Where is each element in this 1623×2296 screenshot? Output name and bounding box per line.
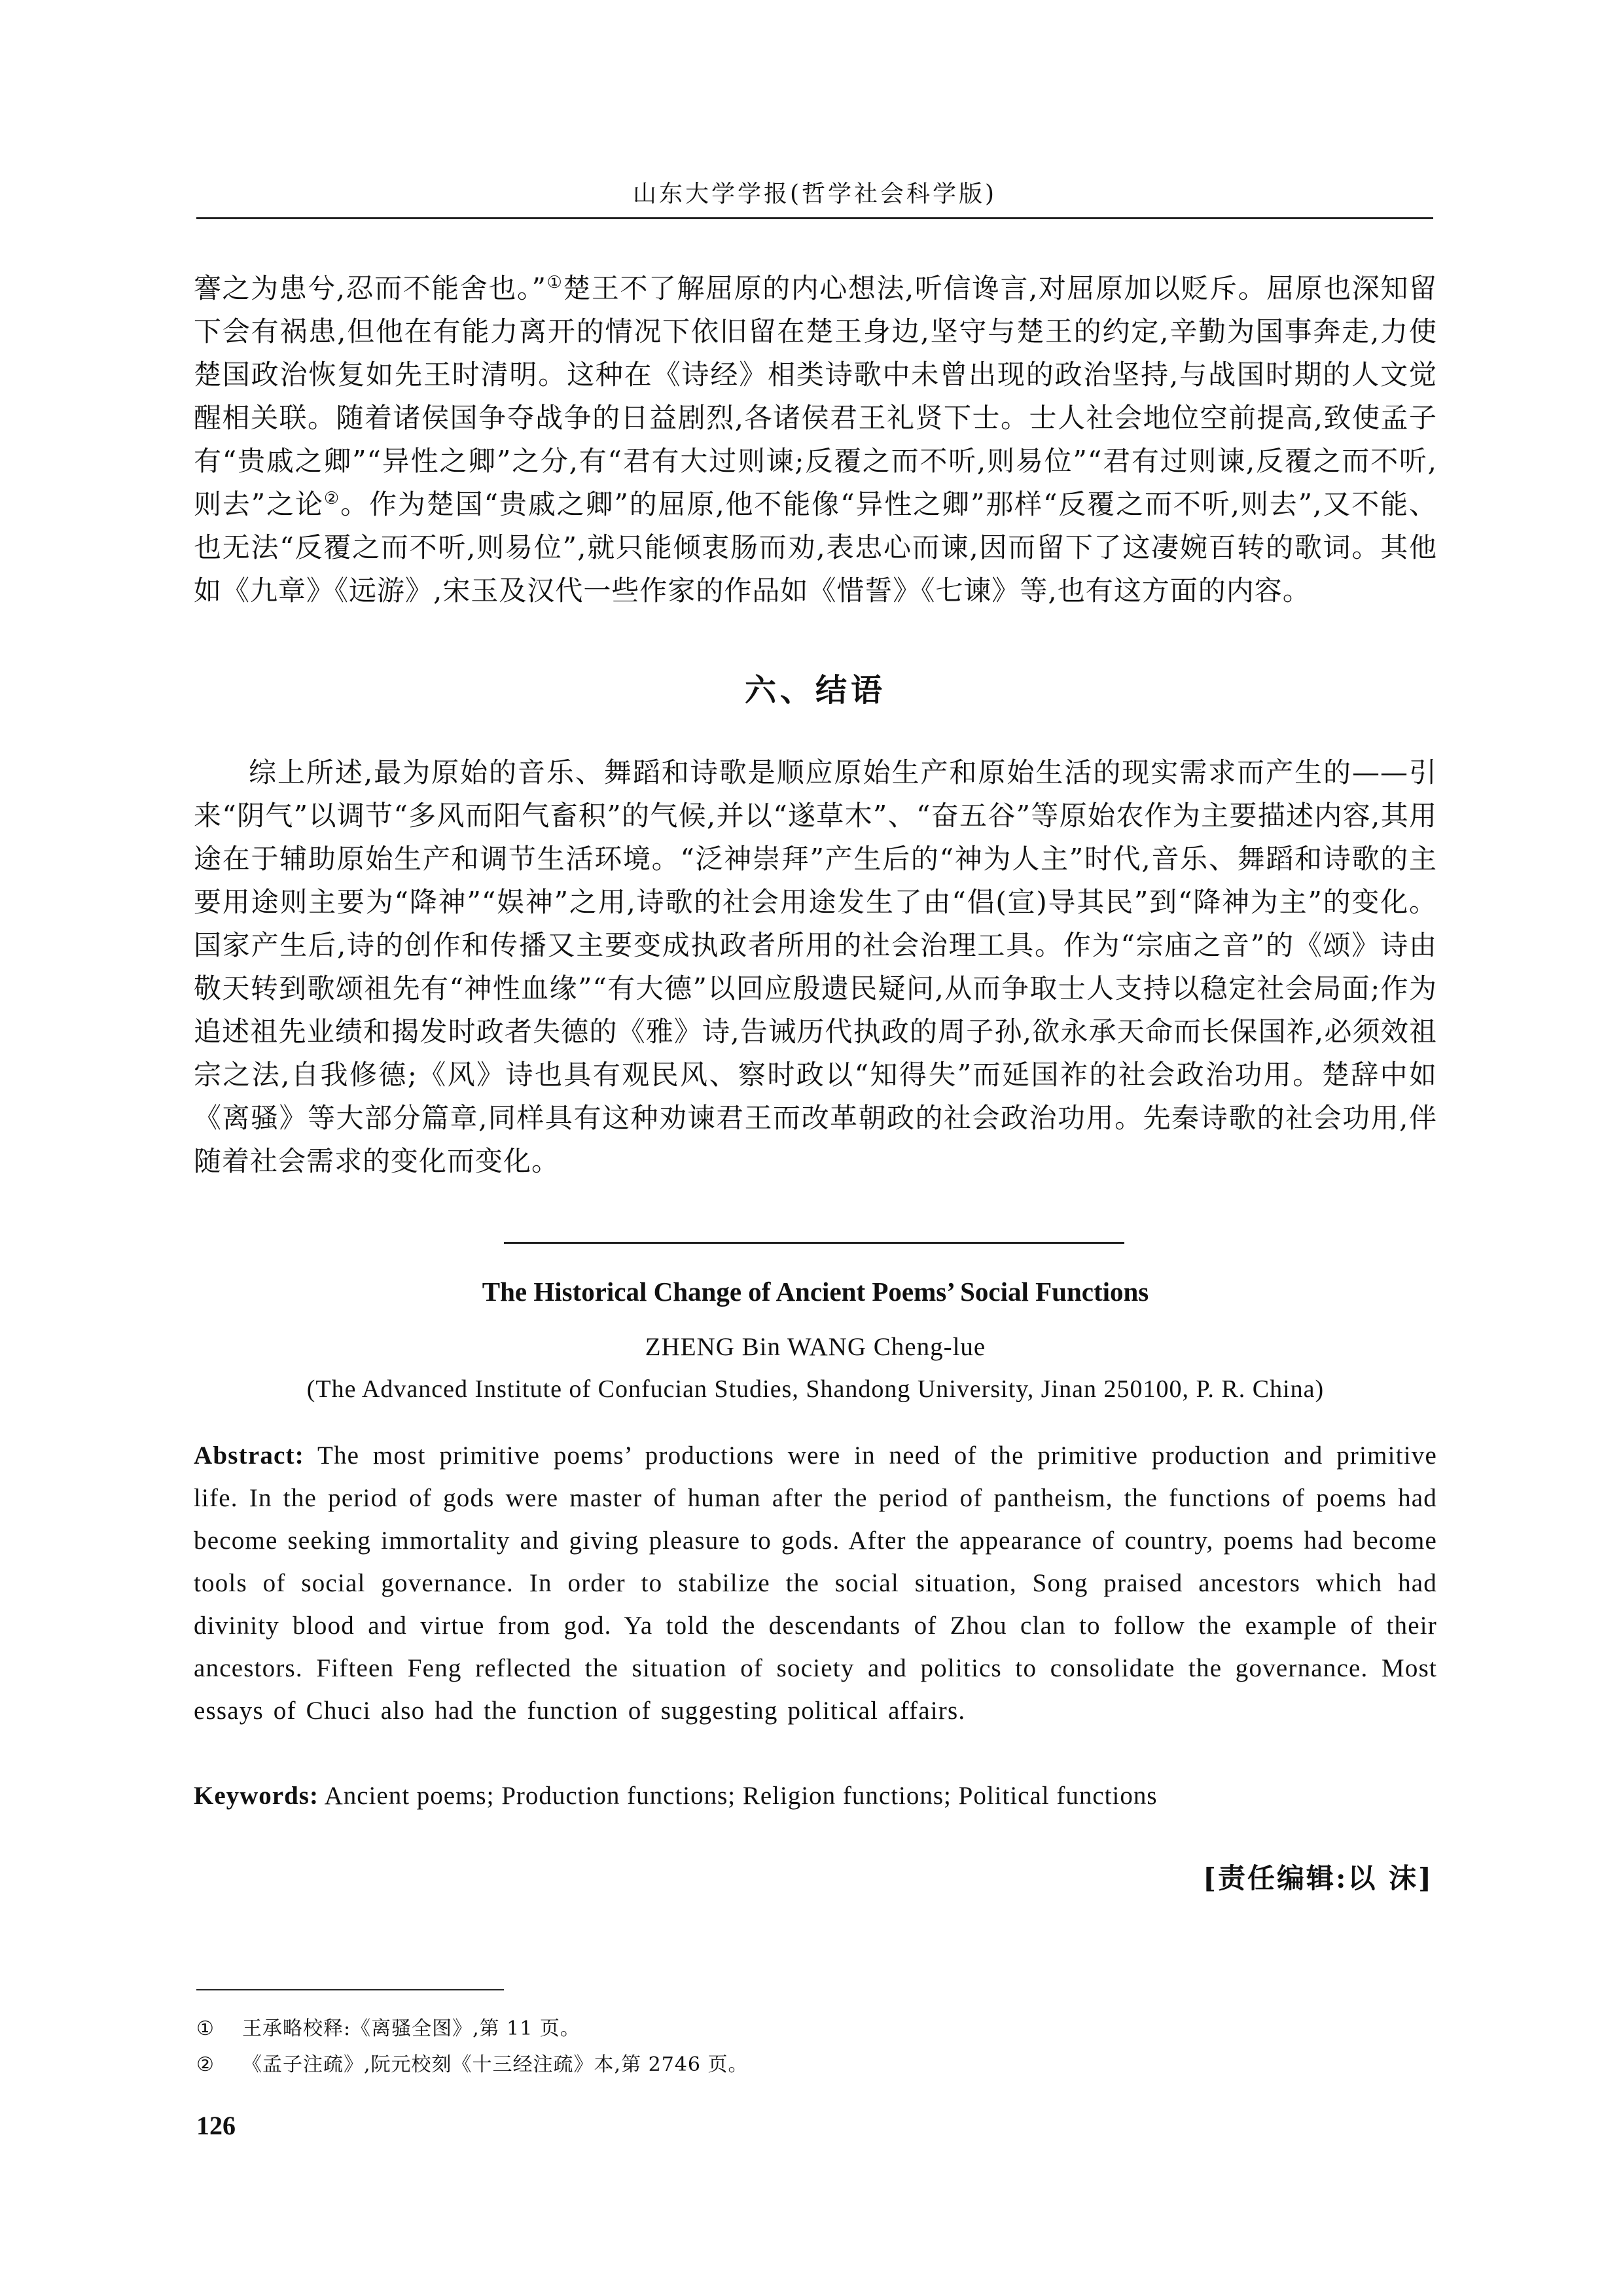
page-number: 126 xyxy=(196,2111,236,2140)
section-heading: 六、结语 xyxy=(744,672,886,709)
footnote-2 xyxy=(196,2052,749,2078)
english-title: The Historical Change of Ancient Poems’ Social Functions xyxy=(482,1277,1149,1307)
abstract-text: The most primitive poems’ productions were in need of the primitive production and primitive life. In the period of gods were master of human after the period of pantheism, the functions of poems had become seeking immortality and giving pleasure to gods. After the appearance of country, poems had become tools of social governance. In order to stabilize the social situation, Song praised ancestors which had divinity blood and virtue from god. Ya told the descendants of Zhou clan to follow the example of their ancestors. Fifteen Feng reflected the situation of society and politics to consolidate the governance. Most essays of Chuci also had the function of suggesting political affairs. xyxy=(194,1441,1437,1725)
body-paragraph-1 xyxy=(194,267,1437,612)
footnote-ref-2[interactable]: ② xyxy=(323,489,341,508)
keywords-label: Keywords: xyxy=(194,1782,319,1810)
editor-note: [责任编辑:以 沫] xyxy=(1203,1862,1433,1894)
english-keywords xyxy=(194,1775,1437,1817)
para1-text-b: 楚王不了解屈原的内心想法,听信谗言,对屈原加以贬斥。屈原也深知留下会有祸患,但他在有能力离开的情况下依旧留在楚王身边,坚守与楚王的约定,辛勤为国事奔走,力使楚国政治恢复如先王时清明。这种在《诗经》相类诗歌中未曾出现的政治坚持,与战国时期的人文觉醒相关联。随着诸侯国争夺战争的日益剧烈,各诸侯君王礼贤下士。士人社会地位空前提高,致使孟子有“贵戚之卿”“异性之卿”之分,有“君有大过则谏;反覆之而不听,则易位”“君有过则谏,反覆之而不听,则去”之论 xyxy=(194,272,1437,520)
english-abstract xyxy=(194,1434,1437,1732)
para1-text-c: 。作为楚国“贵戚之卿”的屈原,他不能像“异性之卿”那样“反覆之而不听,则去”,又不能、也无法“反覆之而不听,则易位”,就只能倾衷肠而劝,表忠心而谏,因而留下了这凄婉百转的歌词。其他如《九章》《远游》,宋玉及汉代一些作家的作品如《惜誓》《七谏》等,也有这方面的内容。 xyxy=(194,488,1438,607)
english-affiliation: (The Advanced Institute of Confucian Studies, Shandong University, Jinan 250100, P. R. China) xyxy=(306,1375,1325,1403)
para1-text-a: 謇之为患兮,忍而不能舍也。” xyxy=(194,272,546,304)
section-divider xyxy=(504,1242,1124,1244)
footnote-2-text: 《孟子注疏》,阮元校刻《十三经注疏》本,第 2746 页。 xyxy=(242,2053,749,2076)
footnote-1-mark: ① xyxy=(196,2017,215,2040)
running-head: 山东大学学报(哲学社会科学版) xyxy=(632,181,997,207)
body-paragraph-2: 综上所述,最为原始的音乐、舞蹈和诗歌是顺应原始生产和原始生活的现实需求而产生的——引来“阴气”以调节“多风而阳气畜积”的气候,并以“遂草木”、“奋五谷”等原始农作为主要描述内容,其用途在于辅助原始生产和调节生活环境。“泛神崇拜”产生后的“神为人主”时代,音乐、舞蹈和诗歌的主要用途则主要为“降神”“娱神”之用,诗歌的社会用途发生了由“倡(宣)导其民”到“降神为主”的变化。国家产生后,诗的创作和传播又主要变成执政者所用的社会治理工具。作为“宗庙之音”的《颂》诗由敬天转到歌颂祖先有“神性血缘”“有大德”以回应殷遗民疑问,从而争取士人支持以稳定社会局面;作为追述祖先业绩和揭发时政者失德的《雅》诗,告诫历代执政的周子孙,欲永承天命而长保国祚,必须效祖宗之法,自我修德;《风》诗也具有观民风、察时政以“知得失”而延国祚的社会政治功用。楚辞中如《离骚》等大部分篇章,同样具有这种劝谏君王而改革朝政的社会政治功用。先秦诗歌的社会功用,伴随着社会需求的变化而变化。 xyxy=(194,756,1437,1177)
footnote-1 xyxy=(196,2016,580,2042)
footnote-1-text: 王承略校释:《离骚全图》,第 11 页。 xyxy=(242,2017,580,2040)
footnote-ref-1[interactable]: ① xyxy=(546,273,563,292)
keywords-text: Ancient poems; Production functions; Religion functions; Political functions xyxy=(318,1782,1158,1810)
abstract-label: Abstract: xyxy=(194,1441,304,1470)
footnote-2-mark: ② xyxy=(196,2053,215,2076)
footnote-rule xyxy=(196,1989,504,1990)
header-rule xyxy=(196,217,1433,219)
english-authors: ZHENG Bin WANG Cheng-lue xyxy=(645,1333,986,1361)
